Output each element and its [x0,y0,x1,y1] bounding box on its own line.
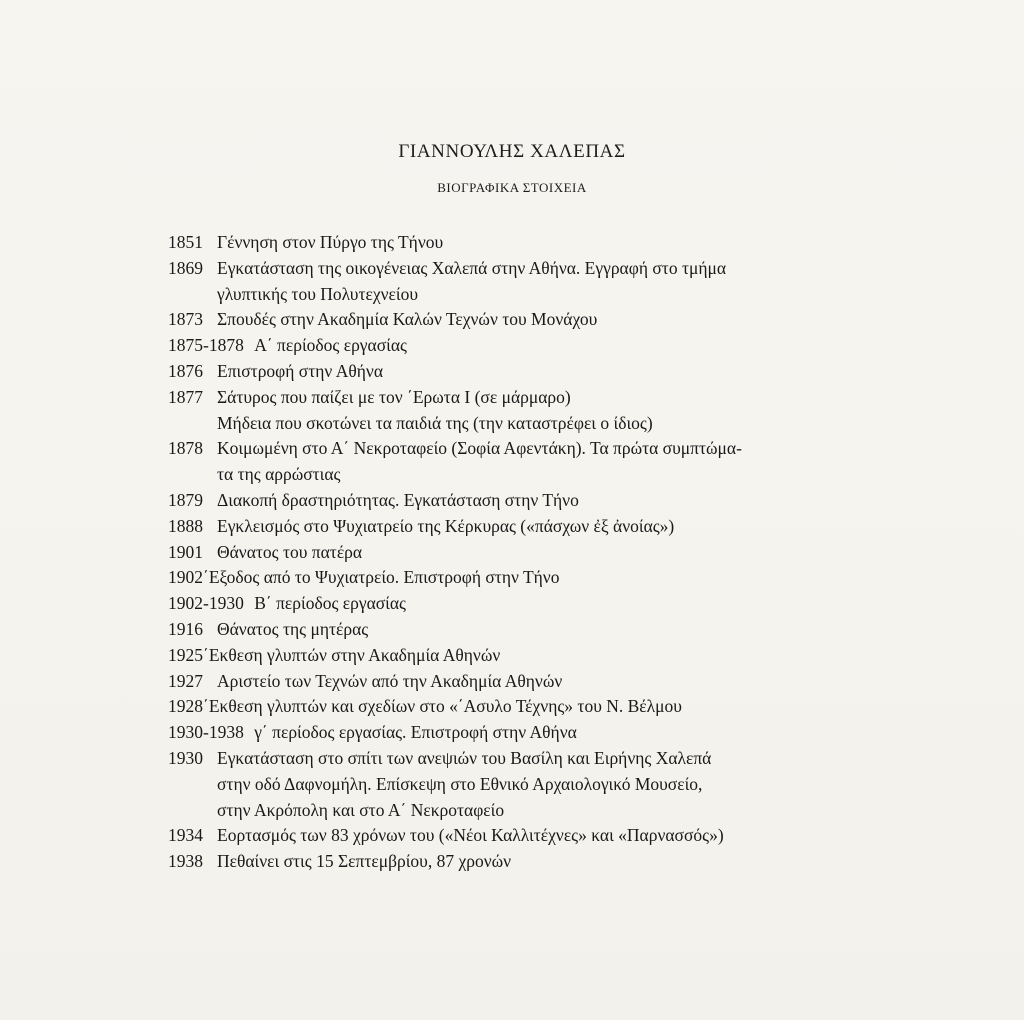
timeline-entry [168,823,888,849]
entry-text: στην οδό Δαφνομήλη. Επίσκεψη στο Εθνικό Αρχαιολογικό Μουσείο, [217,773,703,794]
timeline-entry [168,849,888,875]
entry-text: Εγκλεισμός στο Ψυχιατρείο της Κέρκυρας («πάσχων ἐξ ἀνοίας») [217,515,675,536]
timeline-entry [168,488,888,514]
entry-text: Μήδεια που σκοτώνει τα παιδιά της (την καταστρέφει ο ίδιος) [217,412,653,433]
entry-year: 1930 [168,747,203,768]
entry-year: 1938 [168,851,203,872]
entry-year: 1876 [168,360,203,381]
entry-text: Επιστροφή στην Αθήνα [217,360,384,381]
timeline-entry [168,694,888,720]
entry-year: 1925 [168,644,203,665]
entry-text: Θάνατος του πατέρα [217,541,363,562]
entry-year: 1851 [168,232,203,252]
entry-year: 1928 [168,696,203,717]
entry-year: 1877 [168,386,203,407]
timeline-entry [168,669,888,695]
biography-timeline [168,230,888,875]
entry-year: 1934 [168,825,203,846]
timeline-entry [168,359,888,385]
entry-year: 1902-1930 [168,593,244,614]
timeline-entry [168,591,888,617]
timeline-entry [168,256,888,308]
timeline-entry [168,436,888,488]
timeline-entry [168,746,888,823]
timeline-entry [168,307,888,333]
entry-year: 1927 [168,670,203,691]
entry-text: Α΄ περίοδος εργασίας [254,335,407,356]
entry-text: ΄Εκθεση γλυπτών και σχεδίων στο «΄Ασυλο Τέχνης» του Ν. Βέλμου [203,696,682,717]
entry-text: στην Ακρόπολη και στο Α΄ Νεκροταφείο [217,799,505,820]
timeline-entry [168,617,888,643]
entry-text: Πεθαίνει στις 15 Σεπτεμβρίου, 87 χρονών [217,851,512,872]
entry-text: Θάνατος της μητέρας [217,618,369,639]
page-subtitle: ΒΙΟΓΡΑΦΙΚΑ ΣΤΟΙΧΕΙΑ [437,180,587,195]
timeline-entry [168,565,888,591]
entry-year: 1902 [168,567,203,588]
entry-text: ΄Εξοδος από το Ψυχιατρείο. Επιστροφή στην Τήνο [203,567,560,588]
entry-year: 1878 [168,438,203,459]
entry-year: 1916 [168,618,203,639]
entry-text: Κοιμωμένη στο Α΄ Νεκροταφείο (Σοφία Αφεντάκη). Τα πρώτα συμπτώμα- [217,438,742,459]
timeline-entry [168,230,888,256]
entry-year: 1869 [168,257,203,278]
entry-text: Β΄ περίοδος εργασίας [254,593,406,614]
entry-text: Εγκατάσταση της οικογένειας Χαλεπά στην Αθήνα. Εγγραφή στο τμήμα [217,257,727,278]
entry-text: Σπουδές στην Ακαδημία Καλών Τεχνών του Μονάχου [217,309,598,330]
entry-text: γ΄ περίοδος εργασίας. Επιστροφή στην Αθήνα [254,722,577,743]
page-title: ΓΙΑΝΝΟΥΛΗΣ ΧΑΛΕΠΑΣ [398,141,626,162]
entry-year: 1901 [168,541,203,562]
entry-text: ΄Εκθεση γλυπτών στην Ακαδημία Αθηνών [203,644,501,665]
entry-text: Διακοπή δραστηριότητας. Εγκατάσταση στην Τήνο [217,489,579,510]
entry-text: τα της αρρώστιας [217,464,341,485]
entry-text: Αριστείο των Τεχνών από την Ακαδημία Αθηνών [217,670,563,691]
entry-year: 1873 [168,309,203,330]
entry-text: γλυπτικής του Πολυτεχνείου [217,283,418,304]
entry-year: 1879 [168,489,203,510]
entry-text: Σάτυρος που παίζει με τον ΄Ερωτα Ι (σε μάρμαρο) [217,386,571,407]
timeline-entry [168,333,888,359]
entry-text: Εγκατάσταση στο σπίτι των ανεψιών του Βασίλη και Ειρήνης Χαλεπά [217,747,712,768]
entry-text: Εορτασμός των 83 χρόνων του («Νέοι Καλλιτέχνες» και «Παρνασσός») [217,825,724,846]
timeline-entry [168,514,888,540]
entry-year: 1930-1938 [168,722,244,743]
timeline-entry [168,540,888,566]
entry-year: 1888 [168,515,203,536]
entry-year: 1875-1878 [168,335,244,356]
timeline-entry [168,643,888,669]
entry-text: Γέννηση στον Πύργο της Τήνου [217,232,444,252]
timeline-entry [168,720,888,746]
timeline-entry [168,385,888,437]
